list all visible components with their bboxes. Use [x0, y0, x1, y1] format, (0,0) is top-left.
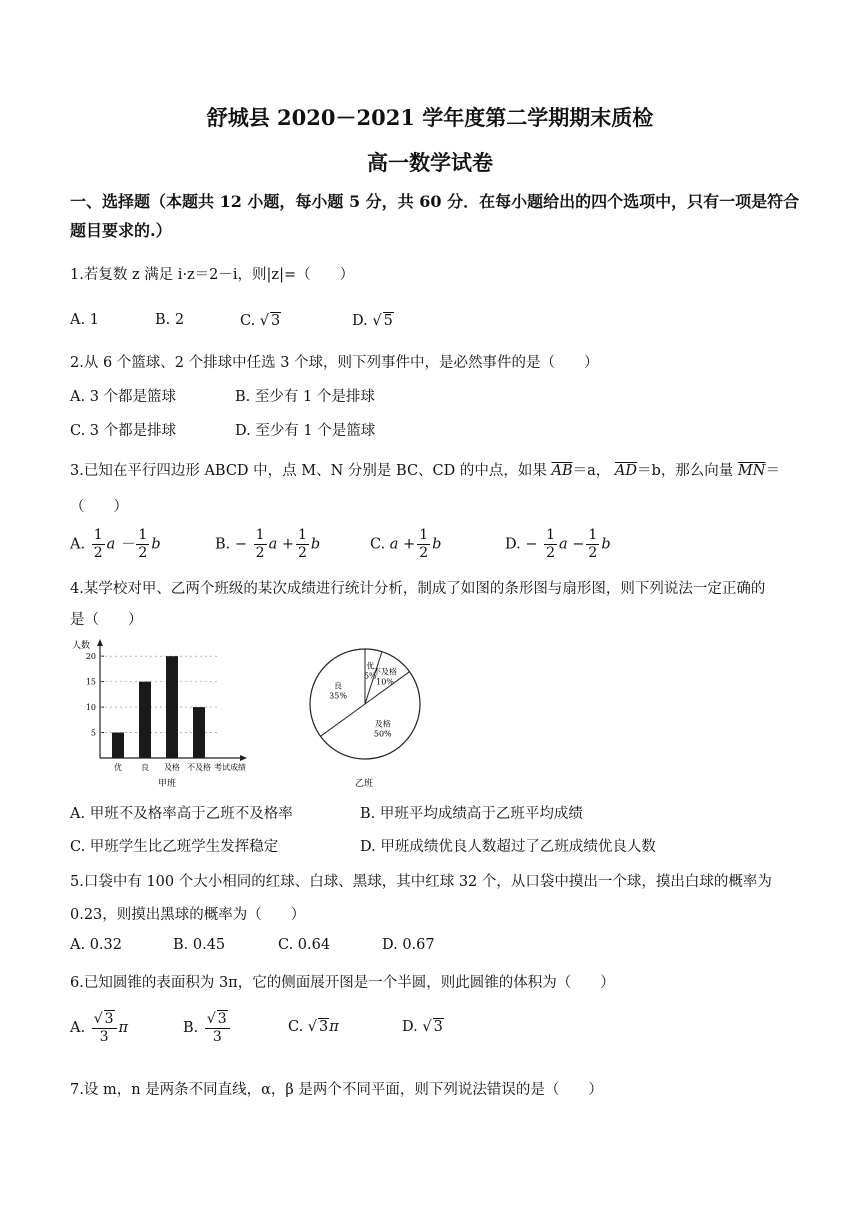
- pie-slice-pct: 50%: [373, 729, 392, 739]
- q3-stem-tail: ，那么向量: [660, 463, 734, 479]
- pie-title: 乙班: [355, 779, 374, 789]
- vector-mn: $\overline{MN}$: [737, 463, 766, 479]
- bar-优: [112, 733, 124, 758]
- numerator: 1: [588, 527, 598, 543]
- q4-option-c: C. 甲班学生比乙班学生发挥稳定: [70, 839, 279, 855]
- fraction: [586, 527, 599, 562]
- bar-及格: [166, 656, 178, 758]
- numerator: 1: [297, 527, 307, 543]
- q3-eq-a: ＝a，: [572, 463, 611, 479]
- q2-option-b: B. 至少有 1 个是排球: [235, 389, 375, 405]
- q1-d-radicand: 5: [383, 313, 393, 329]
- y-tick-label: 15: [85, 677, 96, 687]
- y-tick-label: 5: [90, 728, 96, 738]
- pie-slice-pct: 10%: [376, 677, 394, 687]
- q1-c-label: C.: [240, 313, 256, 329]
- exam-title: 舒城县 2020－2021 学年度第二学期期末质检: [206, 105, 654, 130]
- section-heading: 一、选择题（本题共 12 小题，每小题 5 分，共 60 分．在每小题给出的四个选项中，只有一项是符合题目要求的.）: [70, 192, 800, 240]
- q1-option-b: B. 2: [155, 312, 185, 328]
- pie-slice-pct: 35%: [329, 691, 347, 701]
- q3-b-part: a +: [268, 536, 294, 553]
- q6-stem: 6.已知圆锥的表面积为 3π，它的侧面展开图是一个半圆，则此圆锥的体积为（ ）: [70, 975, 615, 991]
- x-tick-label: 及格: [164, 763, 180, 772]
- bar-不及格: [193, 707, 205, 758]
- q2-option-c: C. 3 个都是排球: [70, 423, 177, 439]
- vector-ab: $\overline{AB}$: [551, 463, 573, 479]
- q3-a-label: A.: [70, 536, 86, 553]
- q3-stem-text: 3.已知在平行四边形 ABCD 中，点 M、N 分别是 BC、CD 的中点，如果: [70, 463, 547, 479]
- q7-stem: 7.设 m，n 是两条不同直线，α，β 是两个不同平面，则下列说法错误的是（ ）: [70, 1082, 603, 1098]
- pi-symbol: π: [118, 1020, 129, 1036]
- q4-figure: [70, 636, 425, 796]
- q6-b-label: B.: [183, 1020, 199, 1036]
- q3-a-part: a －: [106, 536, 135, 553]
- q3-option-d: [505, 527, 611, 562]
- pie-slice-label: 良: [334, 681, 343, 691]
- radicand: 3: [433, 1019, 443, 1035]
- q4-stem-2: 是（ ）: [70, 612, 143, 628]
- q3-a-end: b: [151, 536, 161, 553]
- q3-c-label: C.: [370, 536, 386, 553]
- denominator: 2: [546, 545, 556, 561]
- pi-symbol: π: [329, 1019, 339, 1035]
- x-tick-label: 不及格: [187, 763, 211, 772]
- numerator: 1: [93, 527, 103, 543]
- pie-slice-pct: 5%: [363, 671, 377, 681]
- radicand: 3: [319, 1019, 329, 1035]
- denominator: 2: [588, 545, 598, 561]
- q3-d-part: a −: [559, 536, 585, 553]
- fraction: [296, 527, 309, 562]
- fraction: [136, 527, 149, 562]
- q5-stem-2: 0.23，则摸出黑球的概率为（ ）: [70, 907, 306, 923]
- q2-option-a: A. 3 个都是篮球: [70, 389, 177, 405]
- q4-stem: 4.某学校对甲、乙两个班级的某次成绩进行统计分析，制成了如图的条形图与扇形图，则下列说法一定正确的: [70, 581, 766, 597]
- q2-option-d: D. 至少有 1 个是篮球: [235, 423, 376, 439]
- q1-option-c: C. √ 3: [240, 313, 281, 329]
- q6-option-c: C. √ 3π: [288, 1019, 339, 1035]
- x-tick-label: 优: [114, 763, 122, 772]
- fraction: [254, 527, 267, 562]
- q6-d-label: D.: [402, 1019, 418, 1035]
- fraction: [92, 1010, 117, 1046]
- vector-ad: $\overline{AD}$: [614, 463, 638, 479]
- q2-stem: 2.从 6 个篮球、2 个排球中任选 3 个球，则下列事件中，是必然事件的是（ ）: [70, 355, 599, 371]
- q5-option-c: C. 0.64: [278, 937, 331, 953]
- q6-c-label: C.: [288, 1019, 304, 1035]
- fraction: [417, 527, 430, 562]
- q3-eq-b: ＝b: [637, 463, 661, 479]
- q4-option-a: A. 甲班不及格率高于乙班不及格率: [70, 806, 293, 822]
- q3-blank: （ ）: [70, 499, 128, 515]
- q3-option-b: [215, 527, 320, 562]
- q3-eq-end: ＝: [765, 463, 780, 479]
- q3-c-end: b: [432, 536, 442, 553]
- q6-option-a: [70, 1010, 128, 1046]
- denominator: 2: [297, 545, 307, 561]
- fraction: [92, 527, 105, 562]
- q4-option-d: D. 甲班成绩优良人数超过了乙班成绩优良人数: [360, 839, 656, 855]
- q3-d-end: b: [601, 536, 611, 553]
- denominator: 3: [212, 1029, 222, 1045]
- denominator: 2: [255, 545, 265, 561]
- q3-option-a: [70, 527, 161, 562]
- q3-c-part: a +: [389, 536, 416, 553]
- q1-option-d: D. √ 5: [352, 313, 393, 329]
- bar-xlabel: 考试成绩: [214, 763, 246, 772]
- x-tick-label: 良: [141, 763, 149, 772]
- denominator: 2: [138, 545, 148, 561]
- pie-slice-label: 及格: [374, 719, 391, 729]
- radicand: 3: [217, 1011, 227, 1027]
- fraction: [544, 527, 557, 562]
- numerator: 1: [419, 527, 429, 543]
- numerator: 1: [255, 527, 265, 543]
- q3-b-end: b: [310, 536, 321, 553]
- bar-良: [139, 682, 151, 758]
- bar-title: 甲班: [158, 779, 177, 789]
- fraction: [205, 1010, 230, 1046]
- q3-b-label: B. −: [215, 536, 248, 553]
- bar-ylabel: 人数: [72, 641, 91, 651]
- y-tick-label: 20: [85, 652, 96, 662]
- q1-d-label: D.: [352, 313, 368, 329]
- numerator: 1: [546, 527, 556, 543]
- exam-subtitle: 高一数学试卷: [367, 150, 493, 175]
- y-axis-arrow: [97, 639, 103, 646]
- denominator: 2: [93, 545, 103, 561]
- q1-c-radicand: 3: [271, 313, 281, 329]
- numerator: 1: [138, 527, 148, 543]
- radicand: 3: [104, 1011, 114, 1027]
- q4-option-b: B. 甲班平均成绩高于乙班平均成绩: [360, 806, 583, 822]
- pie-slice-label: 优: [366, 661, 375, 671]
- q3-option-c: [370, 527, 441, 562]
- x-axis-arrow: [240, 755, 247, 761]
- q6-a-label: A.: [70, 1020, 86, 1036]
- q3-d-label: D. −: [505, 536, 538, 553]
- denominator: 3: [99, 1029, 109, 1045]
- q5-option-d: D. 0.67: [382, 937, 435, 953]
- q5-stem: 5.口袋中有 100 个大小相同的红球、白球、黑球，其中红球 32 个，从口袋中摸出一个球，摸出白球的概率为: [70, 874, 772, 890]
- q3-stem: [70, 459, 780, 480]
- q1-stem: 1.若复数 z 满足 i·z＝2－i，则|z|=（ ）: [70, 267, 355, 283]
- y-tick-label: 10: [85, 703, 96, 713]
- pie-slice-label: 不及格: [373, 667, 398, 677]
- q6-option-b: [183, 1010, 232, 1046]
- q5-option-a: A. 0.32: [70, 937, 122, 953]
- numerator: √ 3: [205, 1010, 230, 1029]
- q6-option-d: D. √ 3: [402, 1019, 443, 1035]
- denominator: 2: [419, 545, 429, 561]
- q1-option-a: A. 1: [70, 312, 99, 328]
- numerator: √ 3: [92, 1010, 117, 1029]
- q5-option-b: B. 0.45: [173, 937, 226, 953]
- pie-slice-edge: [321, 704, 365, 736]
